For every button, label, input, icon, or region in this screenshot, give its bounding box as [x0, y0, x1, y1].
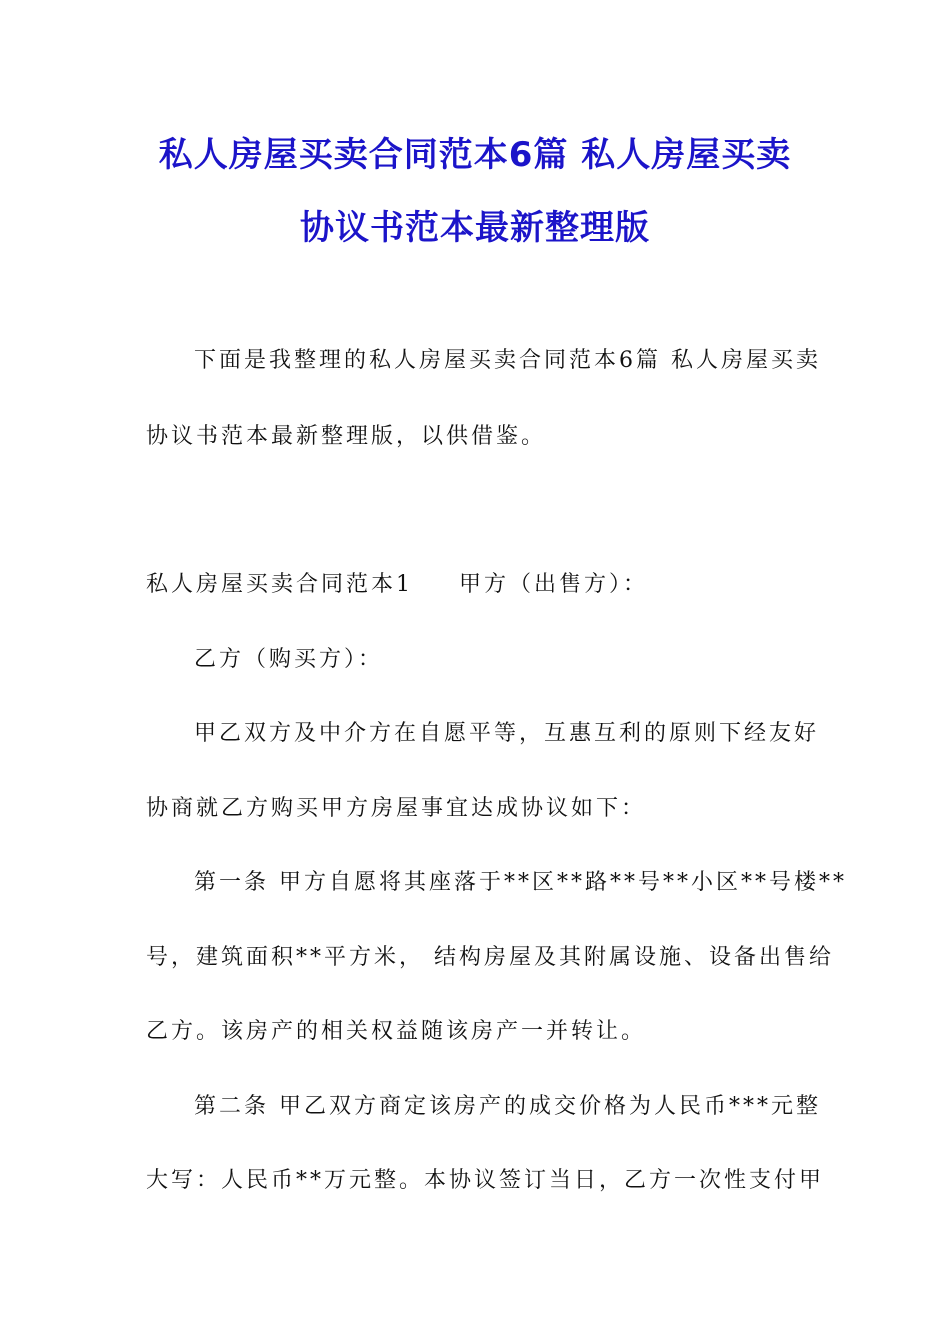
preamble-line-1: 甲乙双方及中介方在自愿平等，互惠互利的原则下经友好 [194, 721, 820, 746]
article-1-line-3: 乙方。该房产的相关权益随该房产一并转让。 [146, 1019, 647, 1044]
intro-line-2: 协议书范本最新整理版，以供借鉴。 [146, 424, 547, 449]
document-title-line-1: 私人房屋买卖合同范本6篇 私人房屋买卖 [158, 135, 792, 175]
party-b-label: 乙方（购买方）： [194, 647, 384, 672]
article-2-line-1: 第二条 甲乙双方商定该房产的成交价格为人民币***元整 [194, 1094, 821, 1119]
article-2-line-2: 大写：人民币**万元整。本协议签订当日，乙方一次性支付甲 [146, 1168, 825, 1193]
party-a-label: 甲方（出售方）： [459, 572, 649, 597]
contract-heading-line [146, 570, 810, 600]
article-1-line-2: 号，建筑面积**平方米， 结构房屋及其附属设施、设备出售给 [146, 945, 834, 970]
article-1-line-1: 第一条 甲方自愿将其座落于**区**路**号**小区**号楼** [194, 870, 847, 895]
intro-line-1: 下面是我整理的私人房屋买卖合同范本6篇 私人房屋买卖 [194, 348, 821, 373]
document-title-line-2: 协议书范本最新整理版 [300, 208, 650, 248]
contract-heading: 私人房屋买卖合同范本1 [146, 572, 413, 597]
preamble-line-2: 协商就乙方购买甲方房屋事宜达成协议如下： [146, 796, 647, 821]
